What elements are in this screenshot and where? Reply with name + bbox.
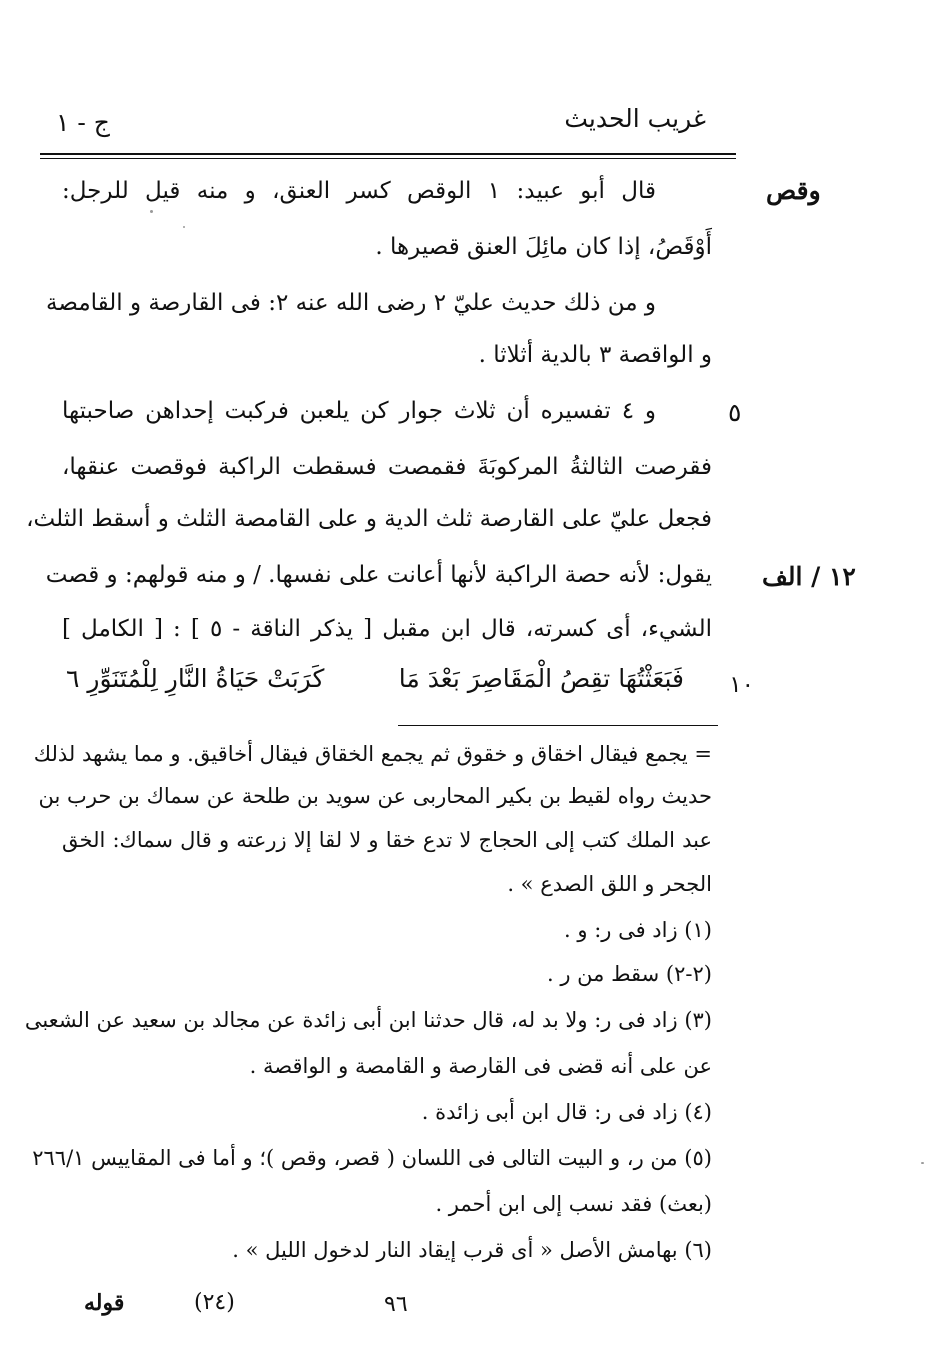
footnote-5-continued: (بعث) فقد نسب إلى ابن أحمر . [435,1192,712,1216]
footnote-5: (٥) من ر، و البيت التالى فى اللسان ( قصر، وقص )؛ و أما فى المقاييس ٢٦٦/١ [32,1146,712,1170]
text-line-5: و ٤ تفسيره أن ثلاث جوار كن يلعبن فركبت إحداهن صاحبتها [62,398,657,424]
running-title: غريب الحديث [564,104,706,133]
text-line-1: قال أبو عبيد: ١ الوقص كسر العنق، و منه قيل للرجل: [62,178,656,204]
scan-speck [921,1162,924,1164]
footnote-continuation-line-3: عبد الملك كتب إلى الحجاج لا تدع خقا و لا لقا إلا زرعته و قال سماك: الخق [62,828,712,852]
footnote-continuation-line-1: = يجمع فيقال اخقاق و خقوق ثم يجمع الخقاق فيقال أخاقيق. و مما يشهد لذلك [33,742,712,766]
margin-folio-reference: ١٢ / الف [762,562,856,591]
volume-marker: ج - ١ [56,108,110,137]
poetry-verse [66,664,754,708]
text-line-4: و الواقصة ٣ بالدية أثلاثا . [478,342,712,368]
text-line-9: الشيء، أى كسرته، قال ابن مقبل [ يذكر الناقة - ٥ ] : [ الكامل ] [62,616,713,642]
footnote-separator [398,725,718,726]
footnote-3-continued: عن على أنه قضى فى القارصة و القامصة و الواقصة . [249,1054,712,1078]
header-rule-thin [40,158,736,159]
text-line-2: أَوْقَصُ، إذا كان مائِلَ العنق قصيرها . [375,234,712,260]
text-line-3: و من ذلك حديث عليّ ٢ رضى الله عنه ٢: فى القارصة و القامصة [46,290,656,316]
text-line-7: فجعل عليّ على القارصة ثلث الدية و على القامصة الثلث و أسقط الثلث، [26,506,712,532]
text-line-8: يقول: لأنه حصة الراكبة لأنها أعانت على نفسها. / و منه قولهم: و قصت [45,562,712,588]
footnote-1: (١) زاد فى ر: و . [564,918,712,942]
text-line-6: فقرصت الثالثةُ المركوبَةَ فقمصت فسقطت الراكبة فوقصت عنقها، [62,454,712,480]
margin-entry-word: وقص [766,176,821,205]
verse-second-hemistich: كَرَبَتْ حَيَاةُ النَّارِ لِلْمُتَنَوِّرِ ٦ [66,664,325,693]
catchword: قوله [84,1290,125,1316]
footnote-3: (٣) زاد فى ر: ولا بد له، قال حدثنا ابن أبى زائدة عن مجالد بن سعيد عن الشعبى [24,1008,712,1032]
footnote-continuation-line-4: الجحر و اللق الصدع » . [507,872,712,896]
margin-line-number-5: ٥ [728,398,742,427]
verse-first-hemistich: فَبَعَثْتُهَا تقِصُ الْمَقَاصِرَ بَعْدَ مَا [398,664,684,693]
footnote-4: (٤) زاد فى ر: قال ابن أبى زائدة . [421,1100,712,1124]
signature-number: (٢٤) [194,1290,235,1315]
header-rule [40,153,736,155]
footnote-2: (٢-٢) سقط من ر . [547,962,712,986]
footnote-continuation-line-2: حديث رواه لقيط بن بكير المحاربى عن سويد بن طلحة عن سماك بن حرب بن [38,784,712,808]
scan-speck [150,210,153,213]
page-number: ٩٦ [384,1292,408,1317]
margin-line-number-10: ١٠ [729,672,754,698]
footnote-6: (٦) بهامش الأصل « أى قرب إيقاد النار لدخول الليل » . [232,1238,712,1262]
scan-speck [183,226,185,228]
